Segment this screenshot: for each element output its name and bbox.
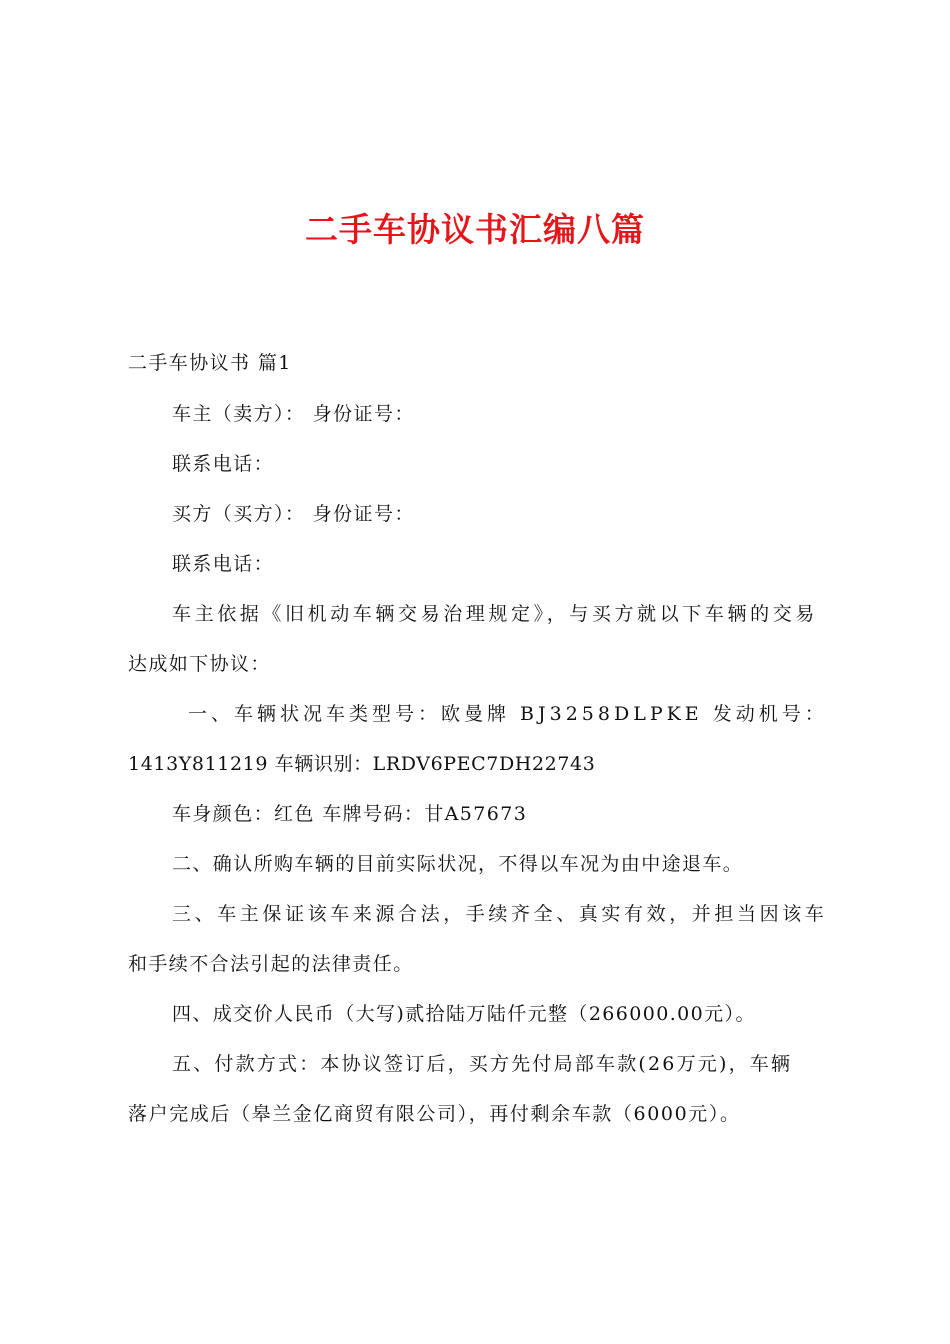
paragraph-intro-line-1: 车主依据《旧机动车辆交易治理规定》，与买方就以下车辆的交易 (172, 603, 818, 625)
vehicle-color-line: 车身颜色：红色 车牌号码：甘A57673 (172, 803, 528, 825)
buyer-line: 买方（买方）： 身份证号： (172, 503, 415, 525)
clause-5-line-1: 五、付款方式：本协议签订后，买方先付局部车款(26万元)，车辆 (172, 1053, 793, 1075)
clause-4-line: 四、成交价人民币（大写)贰拾陆万陆仟元整（266000.00元）。 (172, 1003, 756, 1025)
clause-3-line-1: 三、车主保证该车来源合法，手续齐全、真实有效，并担当因该车 (172, 903, 828, 925)
document-title: 二手车协议书汇编八篇 (305, 210, 645, 249)
section-heading: 二手车协议书 篇1 (128, 352, 292, 374)
clause-2-line: 二、确认所购车辆的目前实际状况，不得以车况为由中途退车。 (172, 853, 744, 875)
seller-phone-line: 联系电话： (172, 453, 275, 475)
vehicle-status-line-2: 1413Y811219 车辆识别：LRDV6PEC7DH22743 (128, 753, 596, 775)
vehicle-status-line-1: 一、车辆状况车类型号：欧曼牌 BJ3258DLPKE 发动机号： (188, 703, 828, 725)
seller-line: 车主（卖方）： 身份证号： (172, 403, 415, 425)
clause-5-line-2: 落户完成后（皋兰金亿商贸有限公司），再付剩余车款（6000元）。 (128, 1103, 741, 1125)
clause-3-line-2: 和手续不合法引起的法律责任。 (128, 953, 414, 975)
buyer-phone-line: 联系电话： (172, 553, 275, 575)
paragraph-intro-line-2: 达成如下协议： (128, 653, 271, 675)
